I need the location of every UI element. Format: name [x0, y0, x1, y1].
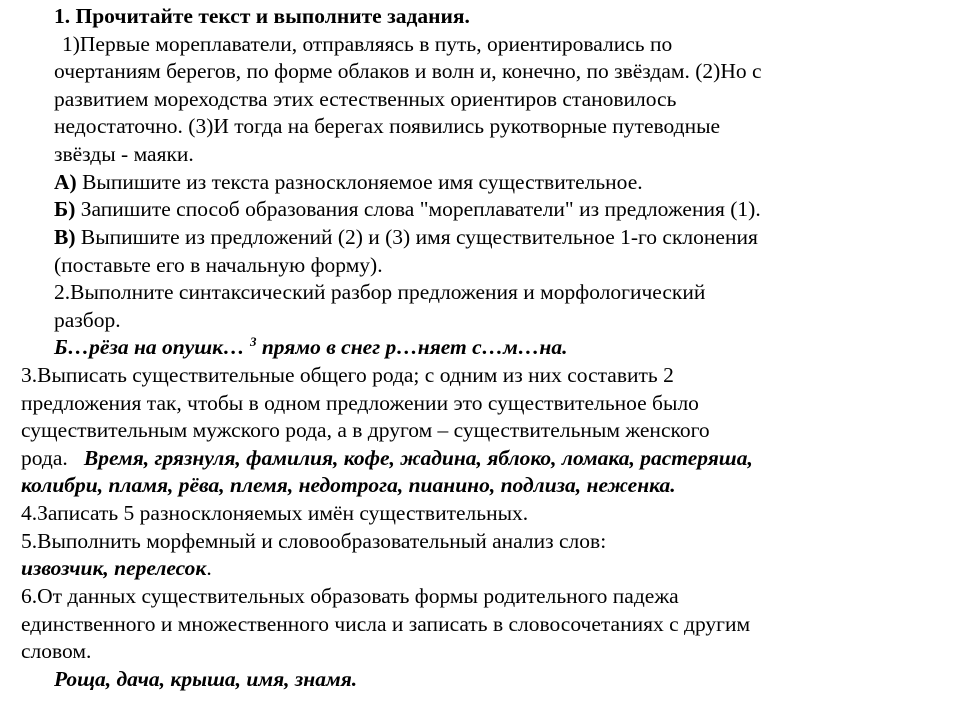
task2-line: разбор.	[54, 308, 121, 332]
task1-text-line: недостаточно. (3)И тогда на берегах появились рукотворные путеводные	[54, 114, 721, 138]
task5-text: 5.Выполнить морфемный и словообразовательный анализ слов:	[21, 529, 607, 553]
task1-text-line: звёзды - маяки.	[54, 142, 194, 166]
task1-text-line: 1)Первые мореплаватели, отправляясь в путь, ориентировались по	[62, 32, 673, 56]
task2-example-part2: прямо в снег р…няет с…м…на.	[256, 335, 568, 359]
task1-heading: 1. Прочитайте текст и выполните задания.	[54, 4, 470, 28]
task5-words-line	[21, 555, 212, 583]
task1-text-line: очертаниям берегов, по форме облаков и волн и, конечно, по звёздам. (2)Но с	[54, 59, 762, 83]
task5-words-suffix: .	[206, 556, 212, 580]
task3-line: существительным мужского рода, а в другом – существительным женского	[21, 418, 710, 442]
task4-text: 4.Записать 5 разносклоняемых имён существительных.	[21, 501, 529, 525]
task1-item-b	[54, 196, 761, 224]
task2-line: 2.Выполните синтаксический разбор предложения и морфологический	[54, 280, 706, 304]
task1-item-c-continued: (поставьте его в начальную форму).	[54, 253, 383, 277]
task1-item-b-text: Запишите способ образования слова "мореплаватели" из предложения (1).	[75, 197, 761, 221]
task6-words: Роща, дача, крыша, имя, знамя.	[54, 667, 358, 691]
task5-words: извозчик, перелесок	[21, 556, 207, 580]
task1-item-c-text: Выпишите из предложений (2) и (3) имя существительное 1-го склонения	[75, 225, 758, 249]
task1-item-c-label: В)	[54, 225, 76, 249]
task1-item-a-label: А)	[54, 170, 77, 194]
task1-item-c	[54, 224, 758, 252]
task2-example-part1: Б…рёза на опушк…	[54, 335, 250, 359]
task3-word-list-continued: колибри, пламя, рёва, племя, недотрога, пианино, подлиза, неженка.	[21, 473, 676, 497]
task1-item-b-label: Б)	[54, 197, 76, 221]
task1-item-a-text: Выпишите из текста разносклоняемое имя существительное.	[76, 170, 643, 194]
task2-example-sentence	[54, 334, 567, 362]
task6-line: словом.	[21, 639, 92, 663]
task3-words-line	[21, 445, 753, 473]
task3-line: 3.Выписать существительные общего рода; с одним из них составить 2	[21, 363, 674, 387]
task3-line: предложения так, чтобы в одном предложении это существительное было	[21, 391, 699, 415]
task1-item-a	[54, 169, 643, 197]
task6-line: 6.От данных существительных образовать формы родительного падежа	[21, 584, 679, 608]
task3-line4-prefix: рода.	[21, 446, 84, 470]
task3-word-list: Время, грязнуля, фамилия, кофе, жадина, яблоко, ломака, растеряша,	[83, 446, 753, 470]
task1-text-line: развитием мореходства этих естественных ориентиров становилось	[54, 87, 677, 111]
task2-example-superscript: 3	[249, 333, 257, 349]
task6-line: единственного и множественного числа и записать в словосочетаниях с другим	[21, 612, 751, 636]
